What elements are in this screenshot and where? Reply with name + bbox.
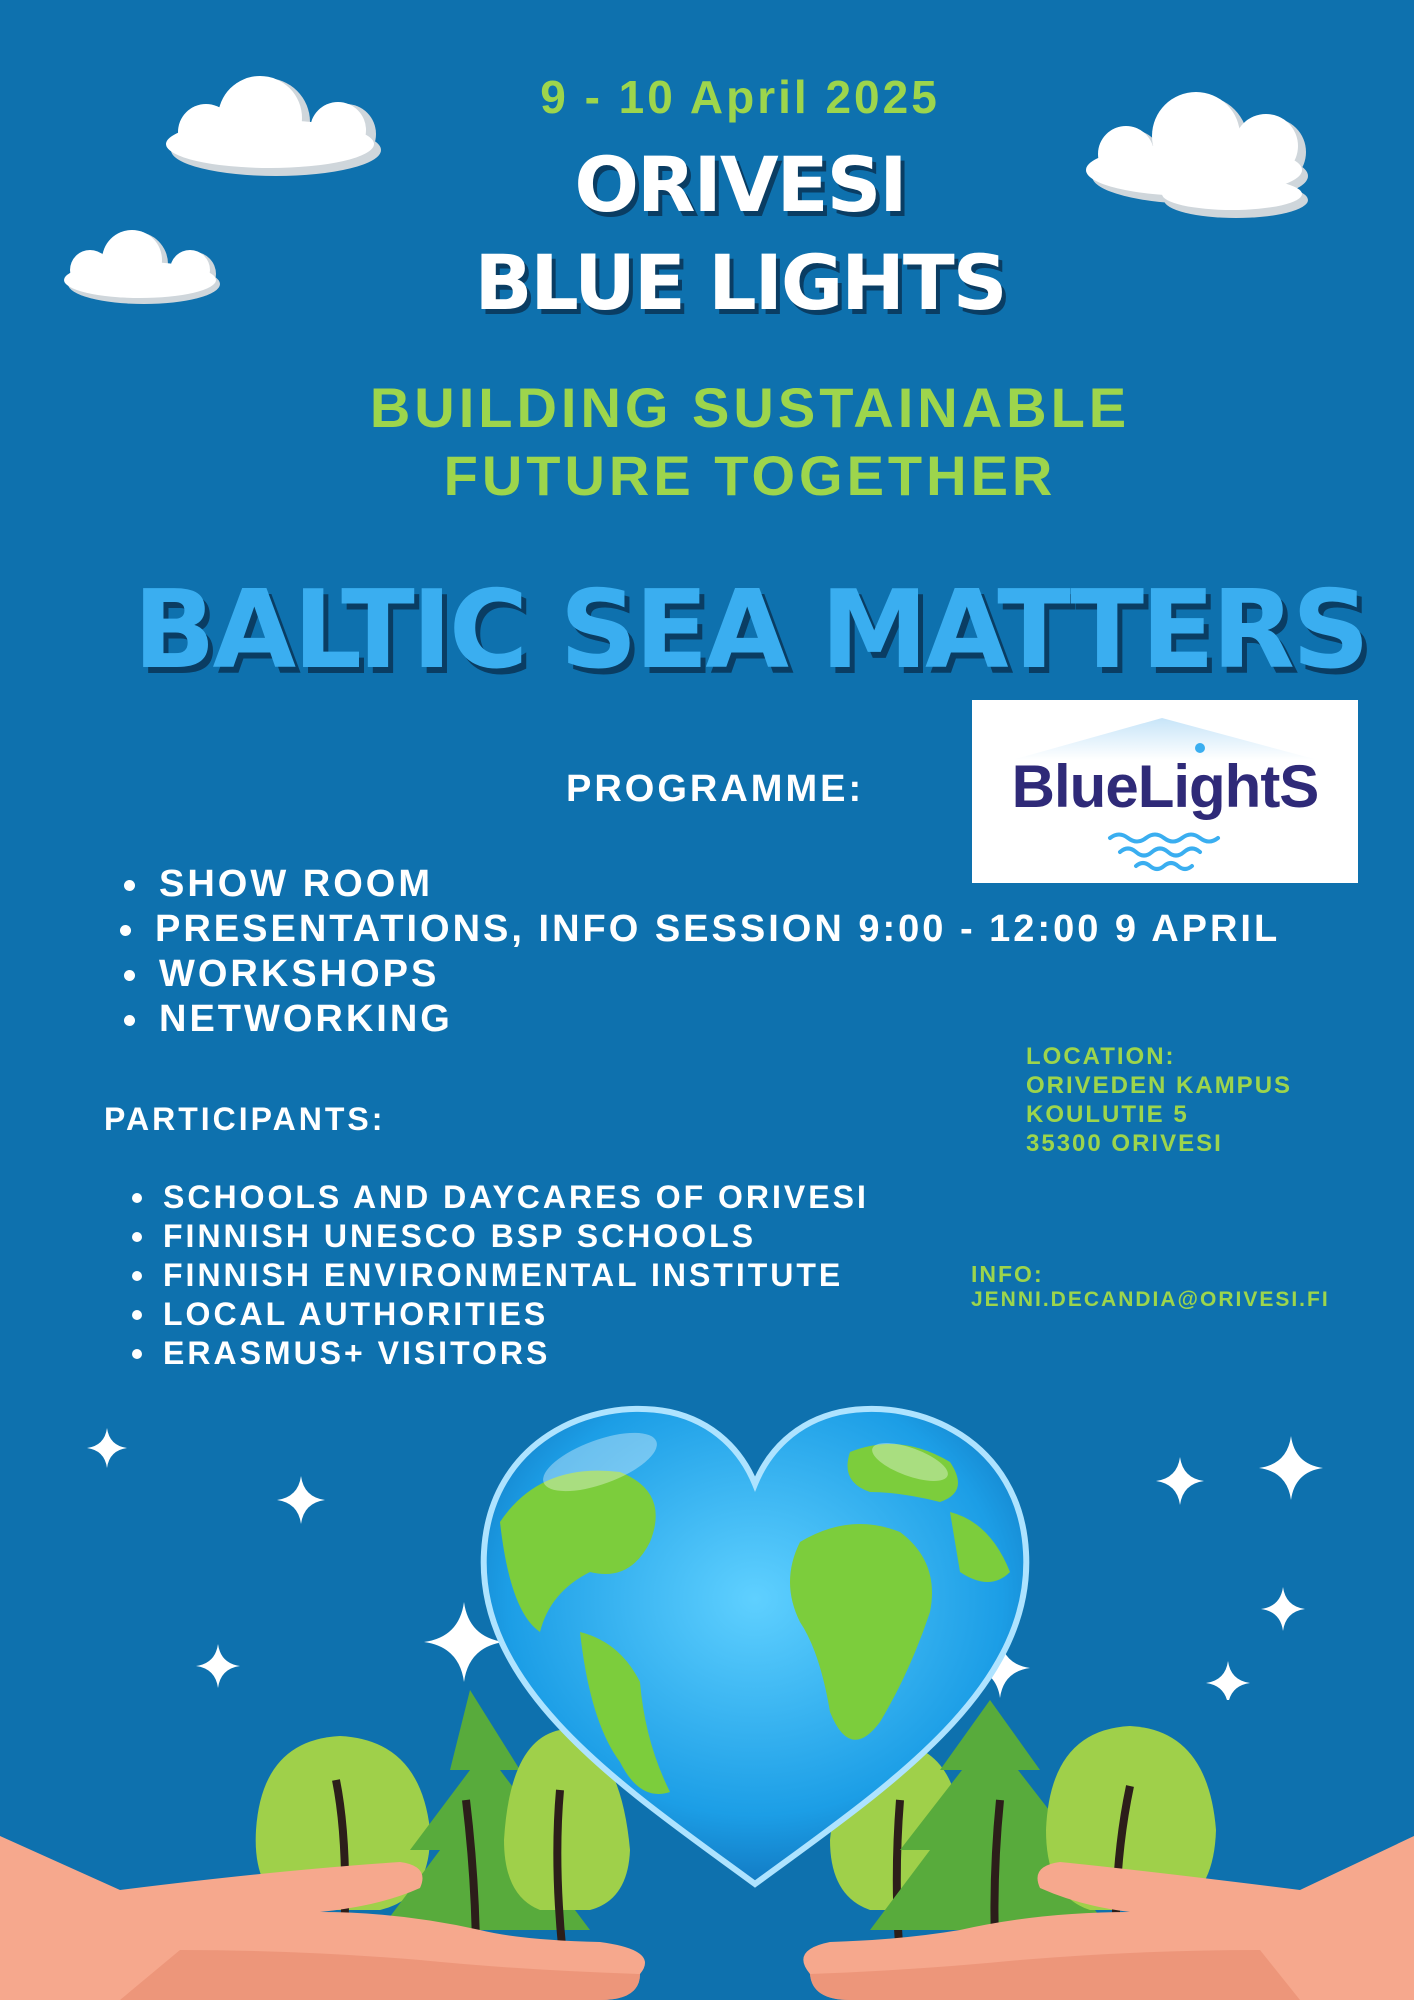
logo-text: BlueLightS [1011,753,1319,820]
headline: BALTIC SEA MATTERS [133,568,1367,693]
location-label: LOCATION: [1026,1043,1176,1070]
sparkle-icon [277,1476,325,1524]
subtitle-line1: BUILDING SUSTAINABLE [369,376,1131,439]
list-item: NETWORKING [118,997,1280,1042]
sparkle-icon [87,1428,127,1468]
location-line1: ORIVEDEN KAMPUS [1026,1072,1293,1099]
sparkle-icon [1261,1587,1305,1631]
subtitle-line2: FUTURE TOGETHER [443,444,1057,507]
info-email[interactable]: JENNI.DECANDIA@ORIVESI.FI [971,1288,1330,1311]
hand-icon [0,1836,645,2000]
sparkle-icon [1259,1436,1323,1500]
list-item: LOCAL AUTHORITIES [128,1295,869,1334]
participants-list [128,1178,869,1373]
list-item: PRESENTATIONS, INFO SESSION 9:00 - 12:00 9 APRIL [114,907,1280,952]
list-item: FINNISH UNESCO BSP SCHOOLS [128,1217,869,1256]
participants-label: PARTICIPANTS: [104,1101,386,1137]
sparkle-icon [1156,1457,1204,1505]
programme-list [118,862,1280,1042]
list-item: WORKSHOPS [118,952,1280,997]
info-label: INFO: [971,1261,1044,1287]
hands-illustration [0,1836,1414,2000]
info-block [971,1262,1330,1312]
list-item: ERASMUS+ VISITORS [128,1334,869,1373]
programme-label: PROGRAMME: [566,768,865,810]
hand-icon [803,1836,1414,2000]
list-item: SHOW ROOM [118,862,1280,907]
event-date: 9 - 10 April 2025 [540,71,940,123]
location-block [1026,1042,1292,1158]
list-item: SCHOOLS AND DAYCARES OF ORIVESI [128,1178,869,1217]
bluelights-logo [972,700,1358,883]
event-title-line1: ORIVESI [574,140,906,229]
list-item: FINNISH ENVIRONMENTAL INSTITUTE [128,1256,869,1295]
event-title-line2: BLUE LIGHTS [474,238,1006,327]
location-line3: 35300 ORIVESI [1026,1130,1223,1157]
location-line2: KOULUTIE 5 [1026,1101,1189,1128]
heart-earth-icon [470,1392,1040,1892]
